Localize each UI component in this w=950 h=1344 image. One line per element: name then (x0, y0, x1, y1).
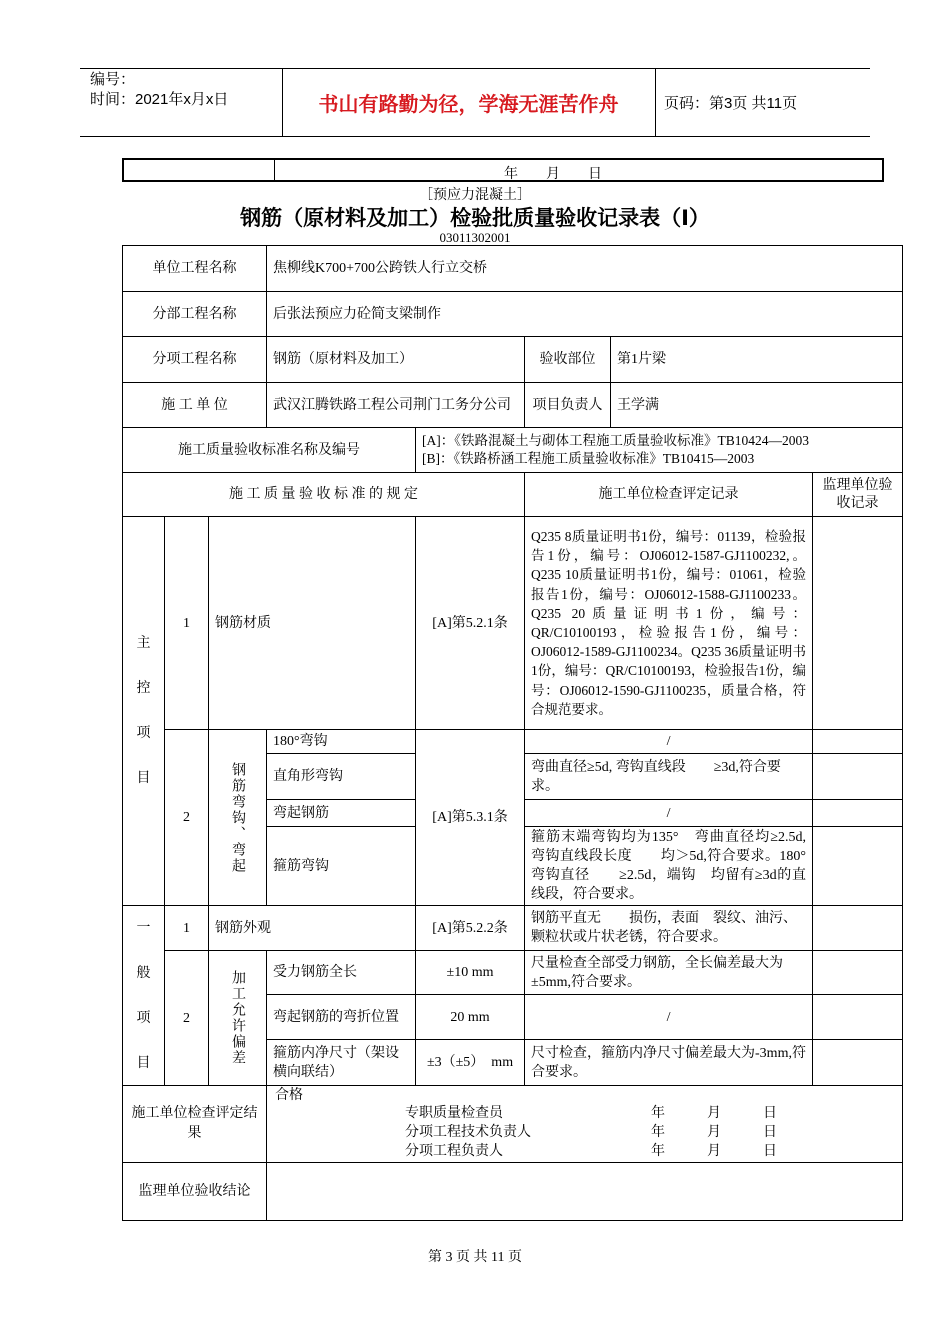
supervisor-conclusion-label: 监理单位验收结论 (123, 1163, 267, 1221)
doc-number-label: 编号： (90, 71, 136, 88)
item-ref: [A]第5.3.1条 (416, 730, 525, 906)
table-row (123, 292, 903, 337)
col-header-record: 施工单位检查评定记录 (525, 473, 813, 517)
sub-item-record: 弯曲直径≥5d, 弯钩直线段 ≥3d,符合要求。 (525, 754, 813, 800)
previous-table-remnant (122, 158, 884, 182)
signer-label: 专职质量检查员 (405, 1106, 504, 1121)
table-row (123, 951, 903, 995)
header-top-rule (80, 68, 870, 69)
project-manager-value: 王学满 (611, 383, 903, 428)
table-row (123, 428, 903, 473)
division-value: 后张法预应力砼简支梁制作 (267, 292, 903, 337)
item-number: 2 (165, 951, 209, 1086)
acceptance-part-value: 第1片梁 (611, 337, 903, 383)
construction-unit-label: 施 工 单 位 (123, 383, 267, 428)
form-code: 03011302001 (439, 230, 511, 245)
sub-item-ref: ±3（±5） mm (416, 1040, 525, 1086)
supervisor-cell (813, 951, 903, 995)
sub-item-record: 尺寸检查，箍筋内净尺寸偏差最大为-3mm,符合要求。 (525, 1040, 813, 1086)
construction-result-label: 施工单位检查评定结果 (123, 1086, 267, 1163)
division-label: 分部工程名称 (123, 292, 267, 337)
item-ref: [A]第5.2.1条 (416, 517, 525, 730)
sub-item-ref: ±10 mm (416, 951, 525, 995)
col-header-spec: 施 工 质 量 验 收 标 准 的 规 定 (123, 473, 525, 517)
item-name: 钢筋材质 (209, 517, 416, 730)
sub-item-name: 直角形弯钩 (267, 754, 416, 800)
project-manager-label: 项目负责人 (525, 383, 611, 428)
supervisor-cell (813, 800, 903, 827)
sub-item-name: 箍筋内净尺寸（架设横向联结） (267, 1040, 416, 1086)
col-header-supervisor: 监理单位验收记录 (813, 473, 903, 517)
header-bottom-rule (80, 136, 870, 137)
item-ref: [A]第5.2.2条 (416, 906, 525, 951)
construction-unit-value: 武汉江腾铁路工程公司荆门工务分公司 (267, 383, 525, 428)
supervisor-cell (813, 1040, 903, 1086)
item-name: 钢筋外观 (209, 906, 416, 951)
item-group: 钢筋弯钩、弯起 (209, 730, 267, 906)
sub-item-name: 受力钢筋全长 (267, 951, 416, 995)
item-number: 1 (165, 906, 209, 951)
construction-result-cell (267, 1086, 903, 1163)
page-footer: 第 3 页 共 11 页 (428, 1250, 522, 1265)
sub-item-name: 弯起钢筋 (267, 800, 416, 827)
table-row (123, 383, 903, 428)
table-row (123, 246, 903, 292)
sub-item-name: 箍筋弯钩 (267, 827, 416, 906)
sub-item-name: 180°弯钩 (267, 730, 416, 754)
table-row (123, 337, 903, 383)
doc-time-label: 时间：2021年x月x日 (90, 91, 229, 108)
previous-table-date: 年 月 日 (504, 167, 602, 182)
supervisor-cell (813, 906, 903, 951)
unit-project-label: 单位工程名称 (123, 246, 267, 292)
sign-date: 年 月 日 (651, 1125, 778, 1140)
header-meta (90, 70, 228, 110)
sub-item-ref: 20 mm (416, 995, 525, 1040)
signer-label: 分项工程负责人 (405, 1144, 504, 1159)
standard-label: 施工质量验收标准名称及编号 (123, 428, 416, 473)
table-row (123, 1086, 903, 1163)
acceptance-part-label: 验收部位 (525, 337, 611, 383)
standard-b: [B]：《铁路桥涵工程施工质量验收标准》TB10415—2003 (422, 451, 755, 466)
standard-values (416, 428, 903, 473)
table-header-row (123, 473, 903, 517)
table-row (123, 906, 903, 951)
header-page-info: 页码：第3页 共11页 (664, 95, 798, 112)
subitem-label: 分项工程名称 (123, 337, 267, 383)
result-text: 合格 (275, 1088, 304, 1103)
item-number: 1 (165, 517, 209, 730)
form-subtitle: ［预应力混凝土］ (419, 188, 531, 203)
header-motto: 书山有路勤为径，学海无涯苦作舟 (318, 92, 619, 116)
sub-item-record: / (525, 800, 813, 827)
form-title: 钢筋（原材料及加工）检验批质量验收记录表（Ⅰ） (240, 206, 710, 230)
supervisor-cell (813, 995, 903, 1040)
inspection-record-table (122, 245, 903, 1221)
sign-date: 年 月 日 (651, 1106, 778, 1121)
subitem-value: 钢筋（原材料及加工） (267, 337, 525, 383)
item-number: 2 (165, 730, 209, 906)
supervisor-cell (813, 827, 903, 906)
supervisor-cell (813, 517, 903, 730)
supervisor-cell (813, 754, 903, 800)
standard-a: [A]：《铁路混凝土与砌体工程施工质量验收标准》TB10424—2003 (422, 433, 810, 448)
supervisor-conclusion-value (267, 1163, 903, 1221)
table-row (123, 730, 903, 754)
item-group: 加工允许偏差 (209, 951, 267, 1086)
sub-item-record: 箍筋末端弯钩均为135° 弯曲直径均≥2.5d, 弯钩直线段长度 均＞5d,符合要求。180°弯钩直径 ≥2.5d，端钩 均留有≥3d的直线段，符合要求。 (525, 827, 813, 906)
sub-item-record: 尺量检查全部受力钢筋，全长偏差最大为±5mm,符合要求。 (525, 951, 813, 995)
table-row (123, 1163, 903, 1221)
main-items-label: 主 控 项 目 (123, 517, 165, 906)
supervisor-cell (813, 730, 903, 754)
general-items-label: 一 般 项 目 (123, 906, 165, 1086)
sub-item-record: / (525, 995, 813, 1040)
sign-date: 年 月 日 (651, 1144, 778, 1159)
unit-project-value: 焦柳线K700+700公跨铁人行立交桥 (267, 246, 903, 292)
item-record: Q235 8质量证明书1份，编号：01139，检验报告1份，编号：OJ06012-1587-GJ1100232,。Q235 10质量证明书1份，编号：01061，检验报告1份，编号：OJ06012-1588-GJ1100233。Q235 20质量证明书1份，编号：QR/C10100193，检验报告1份，编号：OJ06012-1589-GJ1100234。Q235 36质量证明书1份，编号：QR/C10100193，检验报告1份，编号：OJ06012-1590-GJ1100235，质量合格，符合规范要求。 (525, 517, 813, 730)
sub-item-record: / (525, 730, 813, 754)
sub-item-name: 弯起钢筋的弯折位置 (267, 995, 416, 1040)
header-divider (655, 68, 656, 137)
signer-label: 分项工程技术负责人 (405, 1125, 532, 1140)
table-row (123, 517, 903, 730)
item-record: 钢筋平直无 损伤，表面 裂纹、油污、颗粒状或片状老锈，符合要求。 (525, 906, 813, 951)
